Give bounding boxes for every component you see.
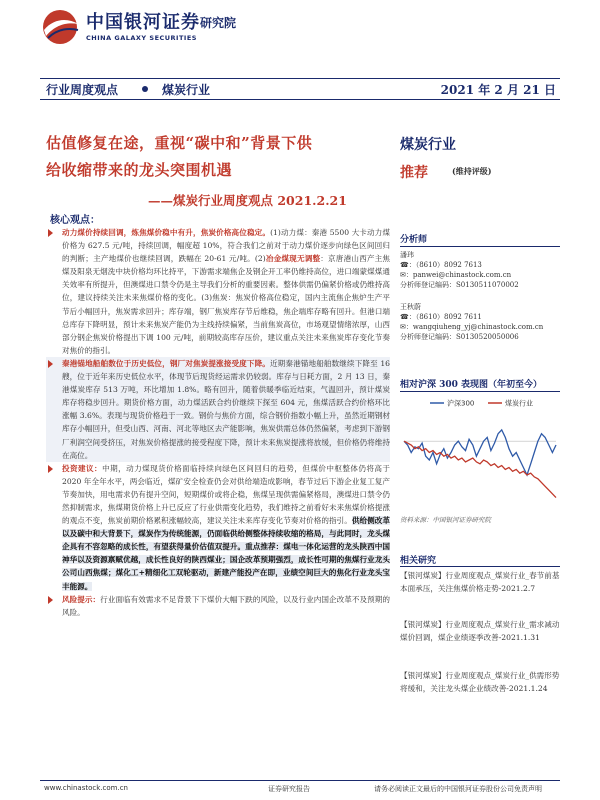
analyst-rule xyxy=(400,246,560,247)
para2-text: 近期秦港锚地船舶数继续下降至 16 艘，位于近年来历史低位水平，体现节后现货经运需求仍较弱。库存与日耗方面，2 月 13 日，秦港煤炭库存 513 万吨，环比增加 1.8%。略有回升，随着供暖季临近结束，气温回升，预计煤炭库存将稳步回升。期货价格方面，动力煤活跃合约价继续下探至 604 元，焦煤活跃合约价格环比涨幅 3.6%。表现与现货价格趋于一致。钢价与焦价方面，综合钢价指数小幅上升，虽然近期钢材库存小幅回升，但受山西、河南、河北等地区去产能影响，焦炭供需总体仍然偏紧，考虑到下游钢厂利润空间受挤压，对焦炭价格提涨的接受程度下降，预计未来焦炭提涨将放缓，但价格仍将维持在高位。 xyxy=(62,358,391,460)
paragraph-port xyxy=(46,357,390,462)
related-rule xyxy=(400,566,560,567)
para1-subheading: 冶金煤现无调整 xyxy=(265,254,321,264)
footer-rule xyxy=(40,780,560,781)
chart-title: 相对沪深 300 表现图（年初至今） xyxy=(400,380,543,390)
analyst-label: 分析师 xyxy=(400,235,428,245)
report-type: 行业周度观点 xyxy=(46,83,119,97)
footer-url[interactable]: www.chinastock.com.cn xyxy=(44,784,128,792)
galaxy-logo-icon xyxy=(40,8,80,46)
para3-text: 中期，动力煤现货价格面临持续向绿色区间回归的趋势，但煤价中枢整体仍将高于 2020 年全年水平，两会临近，煤矿安全检查仍会对供给端造成影响，春节过后下游企业复工复产节奏加快，用电需求仍有提升空间，短期煤价或将企稳，焦煤呈现供需偏紧格局，澳煤进口禁令仍然抑制需求，焦煤期货价格上升已反应了行业供需变化趋势，我们维持之前看好未来焦煤价格提涨的观点不变，焦炭前期价格累积涨幅较高，建议关注未来库存变化节奏对价格的指引。 xyxy=(62,463,391,526)
bullet-icon xyxy=(48,596,53,604)
chart-rule xyxy=(400,391,560,392)
report-date: 2021 年 2 月 21 日 xyxy=(440,83,556,97)
chart-legend-label-1: 沪深300 xyxy=(447,399,475,408)
bullet-icon xyxy=(48,229,53,237)
footer-disclaimer: 请务必阅读正文最后的中国银河证券股份公司免责声明 xyxy=(374,785,542,793)
analyst-2-phone: ☎：（8610）8092 7611 xyxy=(400,313,482,321)
related-label: 相关研究 xyxy=(400,556,437,566)
related-item-1[interactable]: 【银河煤炭】行业周度观点_煤炭行业_春节前基本面承压，关注焦煤价格走势-2021.2.7 xyxy=(400,571,560,593)
para4-text: 行业面临有效需求不足背景下下煤价大幅下跌的风险，以及行业内国企改革不及预期的风险。 xyxy=(62,594,391,617)
paragraph-risk xyxy=(46,593,390,619)
header-rule-top xyxy=(40,78,560,79)
related-item-2[interactable]: 【银河煤炭】行业周度观点_煤炭行业_需求减动煤价回调，煤企业绩逐季改善-2021.1.31 xyxy=(400,620,560,642)
related-item-3[interactable]: 【银河煤炭】行业周度观点_煤炭行业_供需形势将缓和，关注龙头煤企业绩改善-2021.1.24 xyxy=(400,671,560,693)
footer-report-type: 证券研究报告 xyxy=(268,785,310,793)
analyst-1-email[interactable]: ✉：panwei@chinastock.com.cn xyxy=(400,271,512,279)
para3-highlight: 供给侧改革以及碳中和大背景下，煤炭作为传统能源，仍面临供给侧整体持续收缩的格局，与此同时，龙头煤企具有不容忽略的成长性，有望获得量价估值双提升。重点推荐：煤电一体化运营的龙头陕西中国神华以及资源禀赋优越，成长性良好的陕西煤业；国企改革预期强烈，成长性可期的焦煤行业龙头公司山西焦煤；煤化工+精细化工双轮驱动，新建产能投产在即，业绩空间巨大的焦化行业龙头宝丰能源。 xyxy=(62,516,390,591)
para3-heading: 投资建议： xyxy=(62,463,103,473)
para1-heading: 动力煤价持续回调，炼焦煤价稳中有升，焦炭价格高位稳定。 xyxy=(62,228,271,237)
header-dot xyxy=(142,86,148,92)
chart-source: 资料来源：中国银河证券研究院 xyxy=(400,516,491,524)
paragraph-advice xyxy=(46,462,390,593)
analyst-2-name: 王秋蔚 xyxy=(400,303,421,311)
para1-text: (1)动力煤：秦港 5500 大卡动力煤价格为 627.5 元/吨，持续回调，幅度超 10%，符合我们之前对于动力煤价逐步向绿色区间回归的判断；主产地煤价也继续回调，跌幅在 20-61 元/吨。(2) xyxy=(62,228,390,264)
analyst-2 xyxy=(400,302,543,342)
brand-logo xyxy=(40,6,320,50)
analyst-1-name: 潘玮 xyxy=(400,251,414,259)
rating: 推荐 xyxy=(400,165,428,181)
analyst-2-email[interactable]: ✉：wangqiuheng_yj@chinastock.com.cn xyxy=(400,323,544,331)
bullet-icon xyxy=(48,360,53,368)
body-text xyxy=(46,226,390,619)
bullet-icon xyxy=(48,465,53,473)
page-title-line2: 给收缩带来的龙头突围机遇 xyxy=(46,161,233,179)
para4-heading: 风险提示： xyxy=(62,594,101,604)
header-rule-bottom xyxy=(40,99,560,100)
logo-institute-text: 研究院 xyxy=(200,16,237,30)
para2-heading: 秦港锚地船舶数位于历史低位，钢厂对焦炭提涨接受度下降。 xyxy=(62,358,270,368)
sidebar-industry: 煤炭行业 xyxy=(400,137,456,153)
analyst-2-cert: 分析师登记编码：S0130520050006 xyxy=(400,333,519,341)
page-subtitle: ——煤炭行业周度观点 2021.2.21 xyxy=(148,193,347,208)
analyst-1-cert: 分析师登记编码：S0130511070002 xyxy=(400,281,519,289)
logo-cn-text: 中国银河证券 xyxy=(86,12,200,33)
chart-legend-label-2: 煤炭行业 xyxy=(505,399,533,408)
performance-chart xyxy=(400,395,560,513)
key-view-label: 核心观点： xyxy=(50,215,100,226)
analyst-1 xyxy=(400,250,519,290)
industry-label: 煤炭行业 xyxy=(162,83,211,97)
page-title-line1: 估值修复在途，重视“碳中和”背景下供 xyxy=(46,134,313,152)
chart-series-1-line xyxy=(404,430,556,475)
rating-note: (维持评级) xyxy=(452,166,492,176)
analyst-1-phone: ☎：（8610）8092 7613 xyxy=(400,261,482,269)
logo-en-text: CHINA GALAXY SECURITIES xyxy=(86,34,197,42)
paragraph-market xyxy=(46,226,390,357)
para1-text2: ：京唐港山西产主焦煤及阳泉无烟洗中块价格均环比持平，下游需求端焦企及钢企开工率仍维持高位，进口端蒙煤煤通关效率有所提升，但澳煤进口禁令仍是主导我们分析的重要因素。整体供需仍偏紧价格或仍维持高位，建议持续关注未来焦煤价格的变化。(3)焦炭：焦炭价格高位稳定，国内主流焦企焦炉生产平节后小幅回升，焦炭需求回升；库存端，钢厂焦炭库存节后维稳，焦企端库存略有回升。但港口端总库存下降明显，预计未来焦炭产能仍为主线持续偏紧，当前焦炭高位，市场观望情绪浓厚，山西部分钢企焦炭价格提出下调 100 元/吨，前期较高库存压价，建议重点关注未来焦炭库存变化节奏对焦价的指引。 xyxy=(62,254,391,355)
